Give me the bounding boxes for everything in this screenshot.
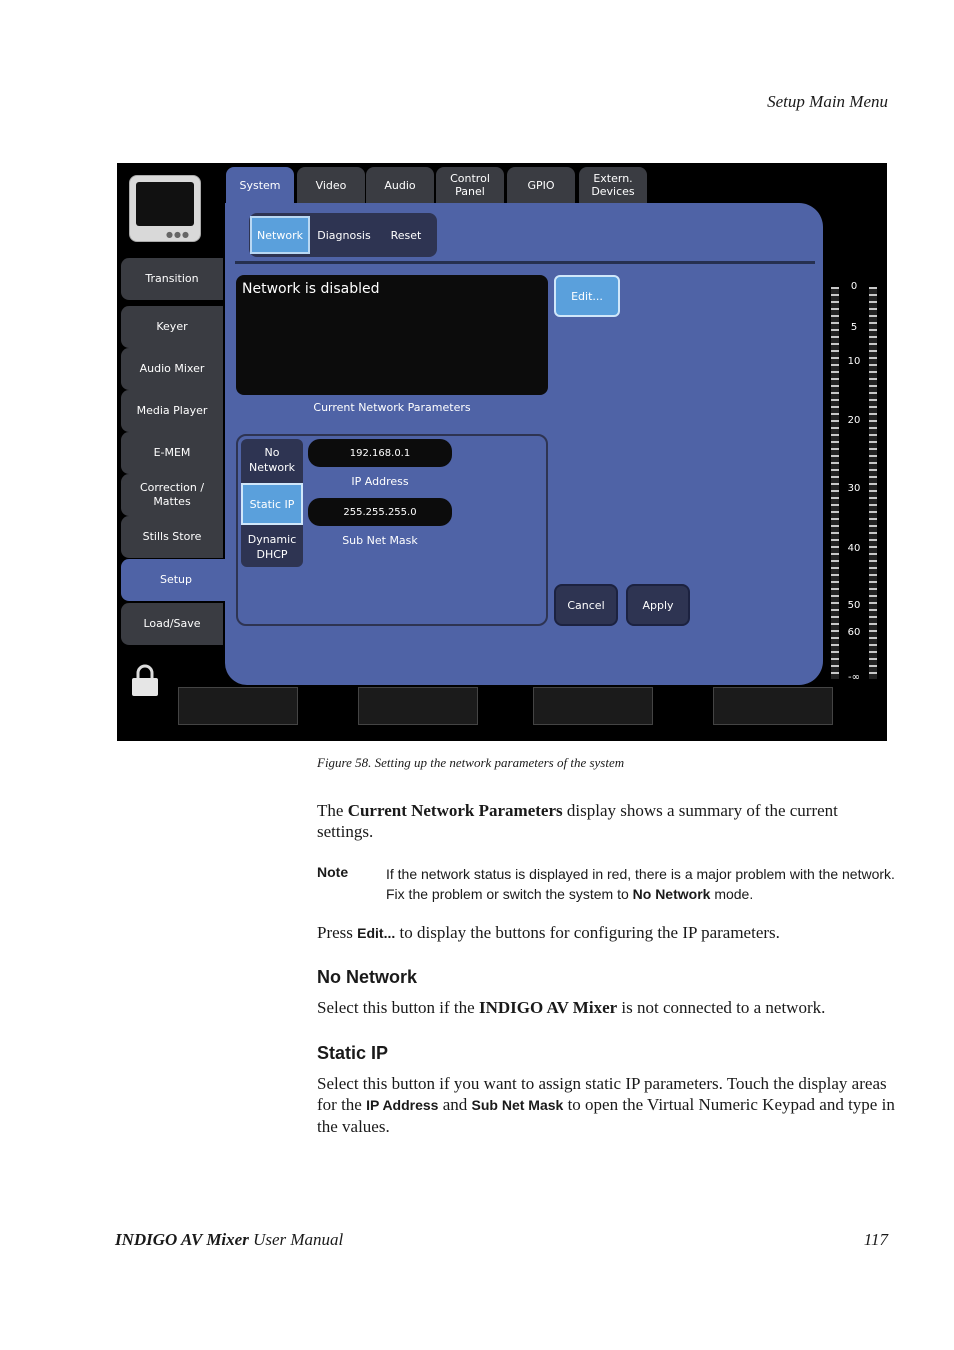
network-status-display: Network is disabled [236, 275, 548, 395]
running-header: Setup Main Menu [767, 92, 888, 111]
meter-label: 40 [847, 543, 861, 554]
edit-button[interactable]: Edit... [554, 275, 620, 317]
soft-key-3[interactable] [533, 687, 653, 725]
side-tab-stills-store[interactable]: Stills Store [121, 516, 223, 558]
note-text: If the network status is displayed in red, there is a major problem with the network. Fix the problem or switch the system to No Network mode. [386, 866, 895, 902]
tab-audio[interactable]: Audio [366, 167, 434, 203]
meter-label: -∞ [848, 672, 860, 683]
subtab-network[interactable]: Network [250, 216, 310, 254]
tab-system[interactable]: System [226, 167, 294, 203]
side-tab-keyer[interactable]: Keyer [121, 306, 223, 348]
paragraph-current-params: The Current Network Parameters display shows a summary of the current settings. [317, 801, 838, 841]
monitor-icon: ●●● [129, 175, 201, 242]
side-tab-media-player[interactable]: Media Player [121, 390, 223, 432]
cancel-button[interactable]: Cancel [554, 584, 618, 626]
footer-title: INDIGO AV Mixer User Manual [115, 1230, 344, 1249]
audio-meter-left [831, 287, 839, 679]
audio-meter-right [869, 287, 877, 679]
page-number: 117 [863, 1230, 888, 1249]
side-tab-audio-mixer[interactable]: Audio Mixer [121, 348, 223, 390]
subtab-reset[interactable]: Reset [390, 228, 422, 242]
meter-label: 0 [850, 281, 858, 292]
figure-caption: Figure 58. Setting up the network parameters of the system [317, 755, 625, 770]
paragraph-press-edit: Press Edit... to display the buttons for configuring the IP parameters. [317, 923, 780, 942]
meter-label: 20 [847, 415, 861, 426]
meter-label: 10 [847, 356, 861, 367]
apply-button[interactable]: Apply [626, 584, 690, 626]
lock-icon[interactable] [130, 663, 160, 697]
meter-label: 30 [847, 483, 861, 494]
soft-key-2[interactable] [358, 687, 478, 725]
subtab-diagnosis[interactable]: Diagnosis [317, 228, 371, 242]
side-tab-transition[interactable]: Transition [121, 258, 223, 300]
meter-label: 50 [847, 600, 861, 611]
note-label: Note [317, 864, 349, 880]
soft-key-1[interactable] [178, 687, 298, 725]
ip-address-label: IP Address [351, 475, 409, 488]
side-tab-correction-mattes[interactable]: Correction / Mattes [121, 474, 223, 516]
tab-video[interactable]: Video [297, 167, 365, 203]
heading-no-network: No Network [317, 967, 418, 987]
tab-gpio[interactable]: GPIO [507, 167, 575, 203]
subnet-mask-label: Sub Net Mask [342, 534, 418, 547]
dynamic-dhcp-button[interactable]: Dynamic DHCP [247, 533, 297, 561]
subnet-mask-field[interactable]: 255.255.255.0 [308, 498, 452, 526]
meter-label: 5 [850, 322, 858, 333]
side-tab-load-save[interactable]: Load/Save [121, 603, 223, 645]
no-network-button[interactable]: No Network [249, 446, 295, 474]
ip-address-field[interactable]: 192.168.0.1 [308, 439, 452, 467]
meter-label: 60 [847, 627, 861, 638]
heading-static-ip: Static IP [317, 1043, 389, 1063]
tab-control-panel[interactable]: Control Panel [436, 167, 504, 203]
tab-extern-devices[interactable]: Extern. Devices [579, 167, 647, 203]
display-caption: Current Network Parameters [313, 401, 471, 414]
side-tab-setup[interactable]: Setup [121, 559, 231, 601]
setup-screenshot [117, 163, 887, 741]
separator [235, 261, 815, 264]
side-tab-e-mem[interactable]: E-MEM [121, 432, 223, 474]
static-ip-button[interactable]: Static IP [241, 483, 303, 525]
paragraph-static-ip: Select this button if you want to assign static IP parameters. Touch the display areas for the IP Address and Sub Net Mask to open the Virtual Numeric Keypad and type in the values. [317, 1074, 895, 1136]
paragraph-no-network: Select this button if the INDIGO AV Mixer is not connected to a network. [317, 998, 826, 1017]
soft-key-4[interactable] [713, 687, 833, 725]
